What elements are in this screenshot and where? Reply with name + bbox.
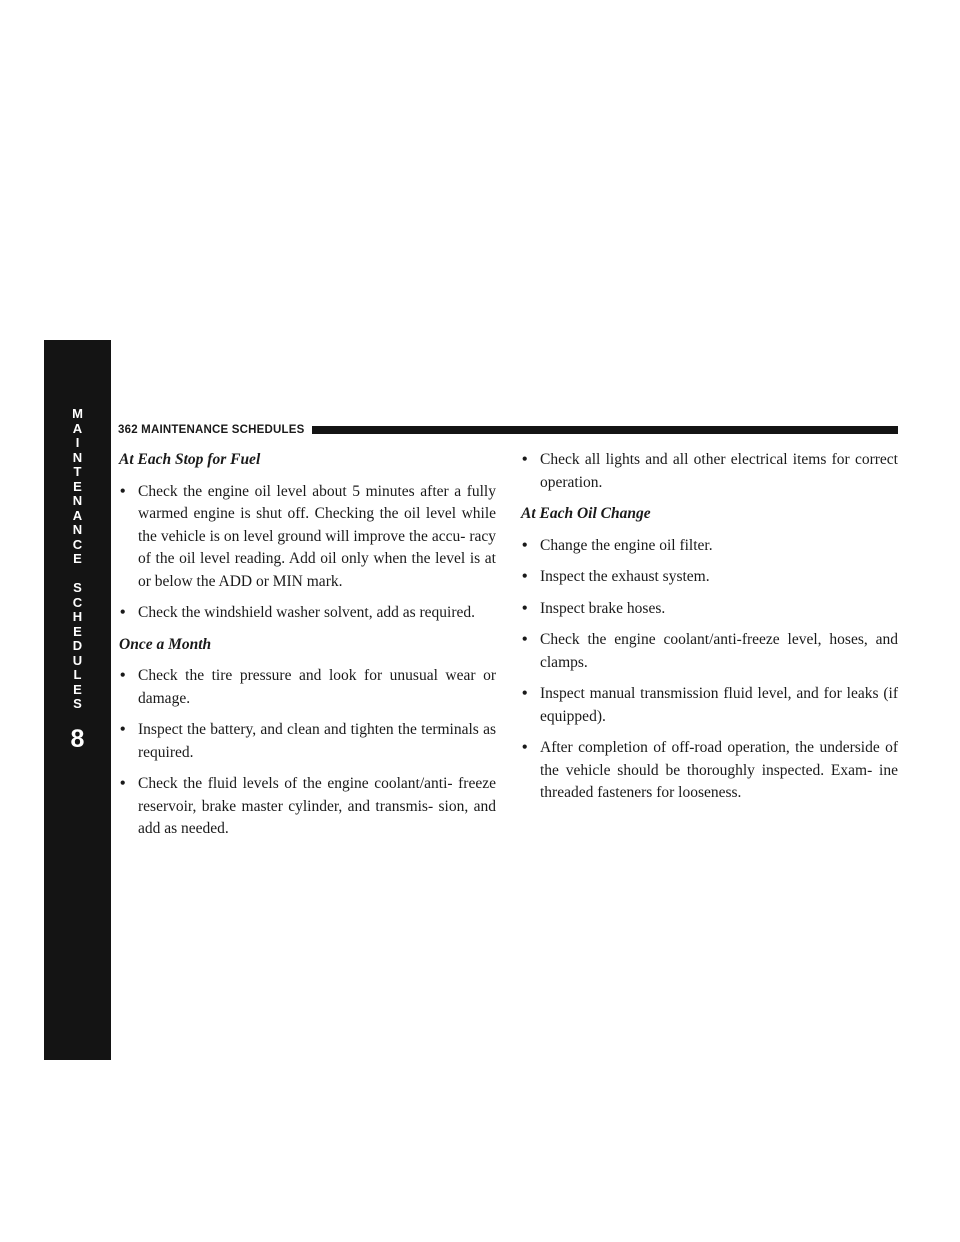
side-tab-letter: N (72, 522, 83, 537)
page-header (118, 422, 898, 438)
side-tab-letter: E (73, 551, 82, 566)
header-rule (312, 426, 898, 434)
right-column (521, 449, 898, 814)
list-item-text: Inspect the battery, and clean and tighten the terminals as required. (138, 721, 496, 761)
list-item-text: Check the windshield washer solvent, add as required. (138, 604, 476, 621)
side-tab-letter: E (73, 623, 82, 639)
bullet-list (521, 449, 898, 494)
side-tab-letter: I (75, 435, 80, 450)
list-item-text: Check the tire pressure and look for unusual wear or damage. (138, 667, 496, 707)
side-tab-letter: A (72, 507, 83, 523)
section-side-tab (44, 340, 111, 1060)
side-tab-letter: N (72, 449, 83, 465)
list-item-text: Inspect manual transmission fluid level, and for leaks (if equipped). (540, 685, 898, 725)
bullet-icon: • (120, 482, 126, 500)
list-item-text: Check the fluid levels of the engine coolant/anti- freeze reservoir, brake master cylinder, and transmis- sion, and add as needed. (138, 775, 496, 837)
list-item (119, 665, 496, 710)
list-item (521, 598, 898, 621)
chapter-number: 8 (70, 725, 85, 753)
list-item (521, 566, 898, 589)
list-item-text: Change the engine oil filter. (540, 536, 713, 554)
list-item (119, 719, 496, 764)
left-column (119, 449, 496, 850)
list-item (119, 773, 496, 841)
list-item (119, 481, 496, 594)
side-tab-letter: L (73, 667, 82, 682)
bullet-list (119, 481, 496, 625)
list-item (521, 449, 898, 494)
side-tab-letter: E (73, 478, 82, 494)
list-item (521, 737, 898, 805)
list-item-text: Inspect brake hoses. (540, 599, 666, 617)
side-tab-letter: E (73, 681, 82, 697)
list-item (521, 535, 898, 558)
side-tab-letter: H (72, 609, 83, 624)
bullet-icon: • (522, 631, 528, 648)
side-tab-letter: D (72, 638, 83, 653)
list-item-text: Inspect the exhaust system. (540, 568, 710, 585)
side-tab-letters (44, 407, 111, 712)
list-item-text: After completion of off-road operation, the underside of the vehicle should be thoroughly inspected. Exam- ine threaded fasteners for looseness. (540, 739, 898, 801)
bullet-list (521, 535, 898, 805)
bullet-icon: • (522, 739, 528, 756)
side-tab-letter: C (72, 536, 83, 552)
list-item (521, 629, 898, 674)
list-item (521, 683, 898, 728)
section-once-a-month (119, 634, 496, 841)
side-tab-letter: S (73, 696, 82, 711)
section-heading: At Each Stop for Fuel (119, 451, 261, 468)
bullet-icon: • (120, 604, 126, 621)
side-tab-letter: S (73, 580, 82, 595)
bullet-icon: • (522, 685, 528, 702)
section-heading: At Each Oil Change (521, 505, 651, 522)
section-oil-change (521, 503, 898, 805)
list-item-text: Check all lights and all other electrical items for correct operation. (540, 451, 898, 491)
side-tab-letter: C (72, 594, 83, 610)
bullet-icon: • (522, 536, 528, 554)
bullet-icon: • (522, 451, 528, 468)
section-fuel-stop (119, 449, 496, 625)
bullet-icon: • (522, 568, 528, 585)
bullet-icon: • (120, 721, 126, 738)
page-header-title: 362 MAINTENANCE SCHEDULES (118, 424, 305, 436)
list-item-text: Check the engine coolant/anti-freeze level, hoses, and clamps. (540, 631, 898, 671)
list-item-text: Check the engine oil level about 5 minutes after a fully warmed engine is shut off. Checking the oil level while the vehicle is on level ground will improve the accu- racy of the oil level reading. Add oil only when the level is at or below the ADD or MIN mark. (138, 482, 496, 590)
side-tab-letter: A (72, 420, 83, 436)
side-tab-letter: T (73, 464, 82, 479)
side-tab-letter: N (72, 493, 83, 508)
bullet-icon: • (522, 599, 528, 617)
side-tab-letter: U (72, 652, 83, 668)
bullet-icon: • (120, 775, 126, 792)
list-item (119, 602, 496, 625)
side-tab-letter: M (72, 406, 83, 421)
bullet-icon: • (120, 667, 126, 684)
section-heading: Once a Month (119, 635, 212, 653)
bullet-list (119, 665, 496, 841)
